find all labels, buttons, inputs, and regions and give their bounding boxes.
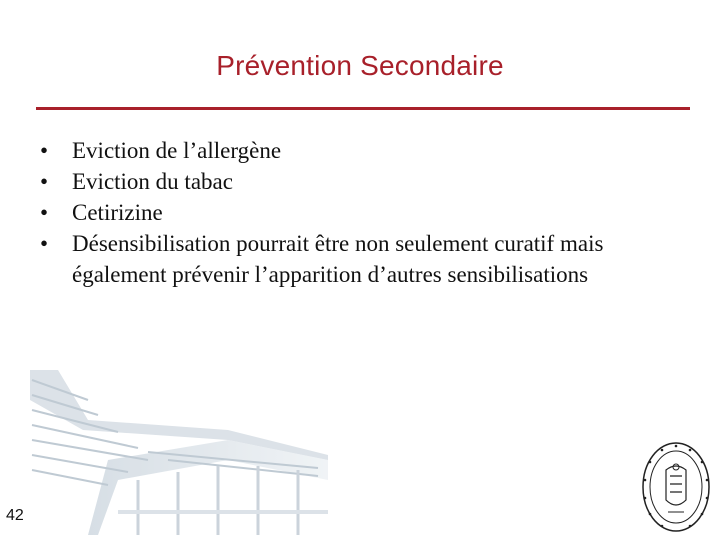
- building-illustration: [28, 360, 368, 540]
- bullet-item: [40, 135, 680, 166]
- page-title: Prévention Secondaire: [216, 50, 504, 81]
- bullet-icon: •: [40, 169, 49, 194]
- bullet-text: Désensibilisation pourrait être non seulement curatif mais également prévenir l’apparition d’autres sensibilisations: [72, 231, 604, 287]
- bullet-icon: •: [40, 231, 49, 256]
- bullet-item: [40, 166, 680, 197]
- bullet-item: [40, 228, 680, 290]
- title-divider: [36, 107, 690, 110]
- page-number: 42: [6, 507, 24, 524]
- bullet-item: [40, 197, 680, 228]
- bullet-text: Cetirizine: [72, 200, 163, 225]
- university-seal-icon: [640, 440, 712, 535]
- bullet-list: [40, 135, 680, 290]
- bullet-icon: •: [40, 138, 49, 163]
- bullet-text: Eviction du tabac: [72, 169, 233, 194]
- bullet-icon: •: [40, 200, 49, 225]
- bullet-text: Eviction de l’allergène: [72, 138, 282, 163]
